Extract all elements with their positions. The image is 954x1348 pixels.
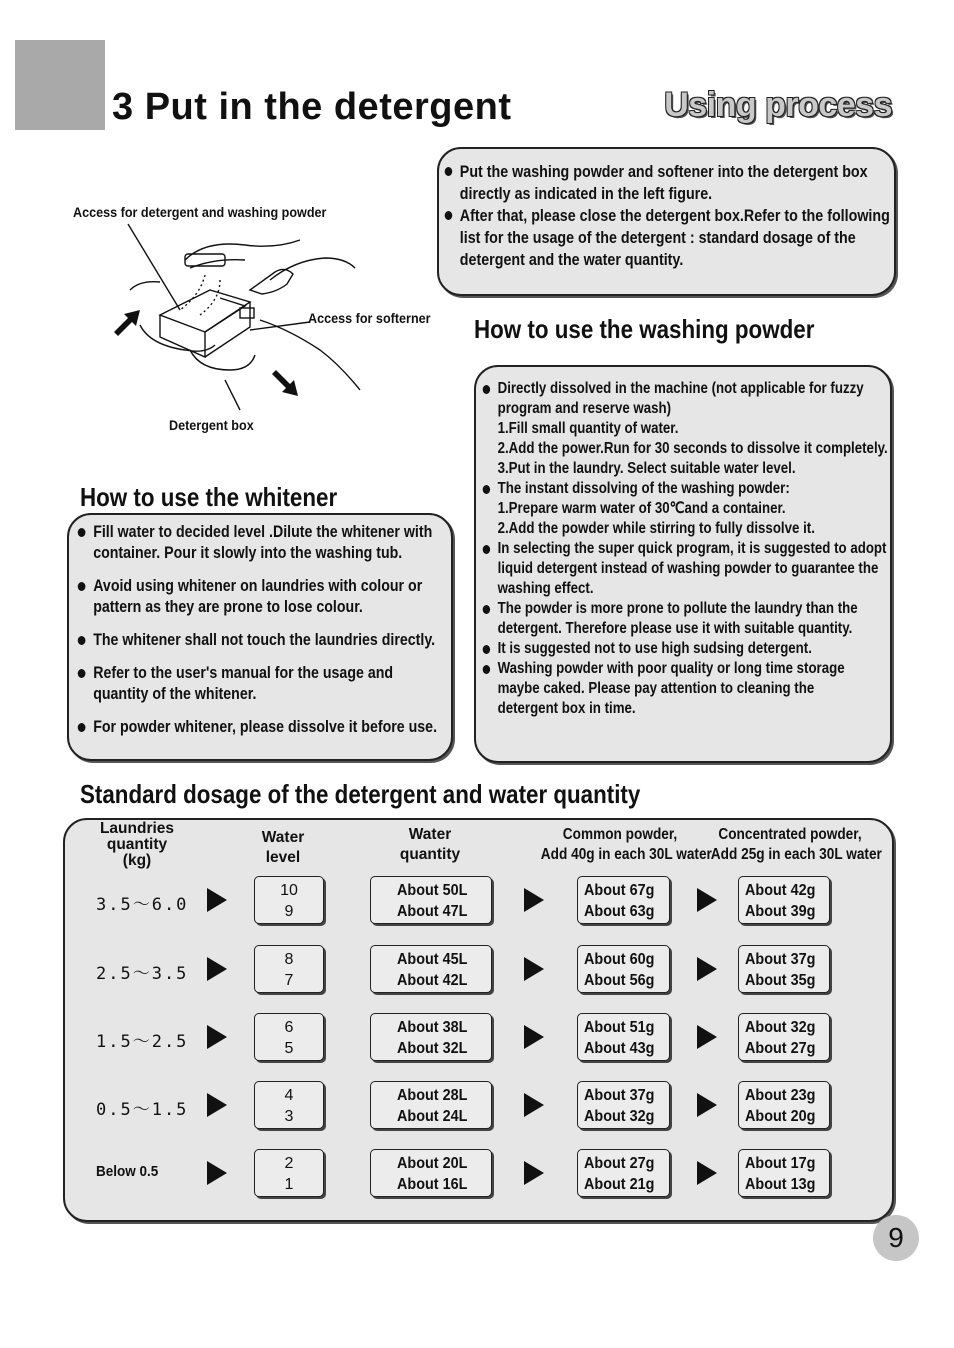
- cell-line: About 13g: [745, 1176, 816, 1193]
- text-line: Washing powder with poor quality or long time storage: [497, 660, 845, 677]
- cell-line: 8: [284, 951, 294, 968]
- page-number: 9: [873, 1215, 919, 1261]
- whitener-bullet-4: [76, 663, 444, 705]
- dosage-heading: Standard dosage of the detergent and water quantity: [80, 779, 641, 809]
- powder-bullet-4: [481, 599, 879, 639]
- col-head-common-powder: [540, 825, 712, 865]
- bullet-dot-icon: [483, 605, 490, 614]
- water-level-cell: [254, 1149, 324, 1197]
- col-head-line: Common powder,: [562, 826, 678, 843]
- whitener-heading: How to use the whitener: [80, 482, 338, 512]
- play-arrow-icon: [524, 1025, 544, 1049]
- play-arrow-icon: [697, 888, 717, 912]
- whitener-bullet-1: [76, 522, 444, 564]
- water-quantity-cell: [370, 1081, 492, 1129]
- text-line: Directly dissolved in the machine (not applicable for fuzzy: [497, 380, 864, 397]
- bullet-dot-icon: [483, 645, 490, 654]
- play-arrow-icon: [207, 957, 227, 981]
- play-arrow-icon: [697, 957, 717, 981]
- intro-list: [443, 161, 890, 271]
- play-arrow-icon: [524, 888, 544, 912]
- cell-line: About 24L: [397, 1108, 468, 1125]
- text-line: The whitener shall not touch the laundries directly.: [93, 631, 436, 649]
- bullet-dot-icon: [483, 665, 490, 674]
- whitener-bullet-3: [76, 630, 444, 651]
- play-arrow-icon: [524, 1161, 544, 1185]
- play-arrow-icon: [697, 1093, 717, 1117]
- text-line: quantity of the whitener.: [93, 685, 257, 703]
- cell-line: About 32g: [584, 1108, 655, 1125]
- col-head-concentrated-powder: [710, 825, 882, 865]
- powder-bullet-2: [481, 479, 879, 539]
- cell-line: About 67g: [584, 882, 655, 899]
- bullet-dot-icon: [483, 485, 490, 494]
- text-line: It is suggested not to use high sudsing detergent.: [497, 640, 812, 657]
- cell-line: About 63g: [584, 903, 655, 920]
- cell-line: About 27g: [745, 1040, 816, 1057]
- water-quantity-cell: [370, 876, 492, 924]
- cell-line: About 37g: [745, 951, 816, 968]
- text-line: In selecting the super quick program, it is suggested to adopt: [497, 540, 887, 557]
- text-line: liquid detergent instead of washing powder to guarantee the: [497, 560, 879, 577]
- col-head-water-quantity: [395, 825, 465, 865]
- col-head-line: Laundries: [99, 820, 175, 837]
- col-head-line: (kg): [122, 852, 152, 869]
- water-level-cell: [254, 1081, 324, 1129]
- cell-line: 10: [280, 882, 298, 899]
- play-arrow-icon: [207, 888, 227, 912]
- bullet-dot-icon: [483, 385, 490, 394]
- cell-line: 2: [284, 1155, 294, 1172]
- intro-box: [437, 147, 896, 296]
- cell-line: About 35g: [745, 972, 816, 989]
- dosage-row-range: 0.5～1.5: [96, 1100, 189, 1120]
- col-head-line: Water: [261, 829, 305, 846]
- concentrated-powder-cell: [738, 945, 830, 993]
- play-arrow-icon: [524, 1093, 544, 1117]
- cell-line: 7: [284, 972, 294, 989]
- powder-bullet-3: [481, 539, 887, 599]
- col-head-line: quantity: [399, 846, 461, 863]
- col-head-line: Water: [408, 826, 452, 843]
- text-line: The instant dissolving of the washing powder:: [497, 480, 790, 497]
- cell-line: About 37g: [584, 1087, 655, 1104]
- cell-line: About 45L: [397, 951, 468, 968]
- whitener-bullet-2: [76, 576, 444, 618]
- common-powder-cell: [577, 1149, 670, 1197]
- bullet-dot-icon: [483, 545, 490, 554]
- water-level-cell: [254, 1013, 324, 1061]
- text-line: Put the washing powder and softener into the detergent box: [459, 162, 868, 181]
- concentrated-powder-cell: [738, 876, 830, 924]
- text-line: detergent. Therefore please use it with suitable quantity.: [497, 620, 853, 637]
- common-powder-cell: [577, 876, 670, 924]
- cell-line: About 51g: [584, 1019, 655, 1036]
- page-title: 3 Put in the detergent: [112, 86, 512, 128]
- play-arrow-icon: [524, 957, 544, 981]
- bullet-dot-icon: [445, 167, 453, 176]
- water-quantity-cell: [370, 945, 492, 993]
- intro-bullet-1: [443, 161, 880, 205]
- cell-line: 3: [284, 1108, 294, 1125]
- cell-line: 9: [284, 903, 294, 920]
- cell-line: About 38L: [397, 1019, 468, 1036]
- text-line: maybe caked. Please pay attention to cleaning the: [497, 680, 815, 697]
- dosage-row-range: 2.5～3.5: [96, 964, 189, 984]
- powder-box: [474, 365, 892, 763]
- water-quantity-cell: [370, 1013, 492, 1061]
- cell-line: About 28L: [397, 1087, 468, 1104]
- text-line: Refer to the user's manual for the usage and: [93, 664, 394, 682]
- play-arrow-icon: [207, 1093, 227, 1117]
- text-line: directly as indicated in the left figure.: [459, 184, 713, 203]
- cell-line: About 20L: [397, 1155, 468, 1172]
- text-line: Avoid using whitener on laundries with colour or: [93, 577, 423, 595]
- cell-line: About 47L: [397, 903, 468, 920]
- col-head-line: Add 40g in each 30L water: [540, 846, 712, 863]
- text-line: washing effect.: [497, 580, 594, 597]
- bullet-dot-icon: [78, 636, 86, 645]
- play-arrow-icon: [697, 1025, 717, 1049]
- text-line: For powder whitener, please dissolve it before use.: [93, 718, 438, 736]
- concentrated-powder-cell: [738, 1149, 830, 1197]
- col-head-line: quantity: [106, 836, 168, 853]
- header-gray-square: [15, 40, 105, 130]
- figure-label-softener-access: Access for softerner: [308, 310, 431, 326]
- figure-label-detergent-box: Detergent box: [169, 417, 254, 433]
- cell-line: About 32g: [745, 1019, 816, 1036]
- cell-line: 4: [284, 1087, 294, 1104]
- cell-line: About 42g: [745, 882, 816, 899]
- text-line: 2.Add the powder while stirring to fully dissolve it.: [497, 520, 815, 537]
- powder-bullet-6: [481, 659, 879, 719]
- cell-line: About 56g: [584, 972, 655, 989]
- whitener-box: [67, 513, 453, 761]
- intro-bullet-2: [443, 205, 890, 271]
- text-line: 1.Fill small quantity of water.: [497, 420, 679, 437]
- cell-line: About 43g: [584, 1040, 655, 1057]
- col-head-laundries: [97, 821, 177, 869]
- common-powder-cell: [577, 945, 670, 993]
- cell-line: 5: [284, 1040, 294, 1057]
- text-line: 2.Add the power.Run for 30 seconds to dissolve it completely.: [497, 440, 888, 457]
- text-line: detergent box in time.: [497, 700, 636, 717]
- cell-line: About 42L: [397, 972, 468, 989]
- dosage-row-range: 3.5～6.0: [96, 895, 189, 915]
- text-line: program and reserve wash): [497, 400, 672, 417]
- text-line: The powder is more prone to pollute the laundry than the: [497, 600, 858, 617]
- play-arrow-icon: [697, 1161, 717, 1185]
- powder-bullet-1: [481, 379, 888, 479]
- powder-bullet-5: [481, 639, 879, 659]
- cell-line: About 50L: [397, 882, 468, 899]
- col-head-line: level: [265, 849, 301, 866]
- cell-line: 6: [284, 1019, 294, 1036]
- col-head-line: Add 25g in each 30L water: [710, 846, 882, 863]
- cell-line: About 39g: [745, 903, 816, 920]
- section-title: Using process: [664, 86, 892, 124]
- cell-line: About 17g: [745, 1155, 816, 1172]
- powder-heading: How to use the washing powder: [474, 314, 815, 344]
- powder-list: [481, 379, 888, 719]
- dosage-row-range: 1.5～2.5: [96, 1032, 189, 1052]
- whitener-list: [76, 522, 444, 738]
- bullet-dot-icon: [78, 582, 86, 591]
- col-head-line: Concentrated powder,: [718, 826, 862, 843]
- text-line: pattern as they are prone to lose colour.: [93, 598, 363, 616]
- play-arrow-icon: [207, 1161, 227, 1185]
- text-line: container. Pour it slowly into the washing tub.: [93, 544, 403, 562]
- bullet-dot-icon: [78, 528, 86, 537]
- text-line: detergent and the water quantity.: [459, 250, 684, 269]
- cell-line: About 60g: [584, 951, 655, 968]
- water-quantity-cell: [370, 1149, 492, 1197]
- water-level-cell: [254, 876, 324, 924]
- concentrated-powder-cell: [738, 1081, 830, 1129]
- cell-line: About 27g: [584, 1155, 655, 1172]
- cell-line: About 21g: [584, 1176, 655, 1193]
- text-line: Fill water to decided level .Dilute the whitener with: [93, 523, 433, 541]
- bullet-dot-icon: [78, 723, 86, 732]
- bullet-dot-icon: [445, 211, 453, 220]
- text-line: 3.Put in the laundry. Select suitable water level.: [497, 460, 796, 477]
- cell-line: About 16L: [397, 1176, 468, 1193]
- detergent-box-illustration: [100, 220, 370, 420]
- text-line: After that, please close the detergent box.Refer to the following: [459, 206, 890, 225]
- text-line: list for the usage of the detergent : standard dosage of the: [459, 228, 856, 247]
- dosage-row-range: Below 0.5: [96, 1163, 159, 1180]
- cell-line: About 23g: [745, 1087, 816, 1104]
- cell-line: 1: [284, 1176, 294, 1193]
- cell-line: About 20g: [745, 1108, 816, 1125]
- cell-line: About 32L: [397, 1040, 468, 1057]
- whitener-bullet-5: [76, 717, 444, 738]
- common-powder-cell: [577, 1013, 670, 1061]
- common-powder-cell: [577, 1081, 670, 1129]
- water-level-cell: [254, 945, 324, 993]
- bullet-dot-icon: [78, 669, 86, 678]
- concentrated-powder-cell: [738, 1013, 830, 1061]
- figure-label-detergent-access: Access for detergent and washing powder: [73, 204, 327, 220]
- play-arrow-icon: [207, 1025, 227, 1049]
- col-head-water-level: [250, 828, 316, 868]
- text-line: 1.Prepare warm water of 30℃and a container.: [497, 500, 786, 517]
